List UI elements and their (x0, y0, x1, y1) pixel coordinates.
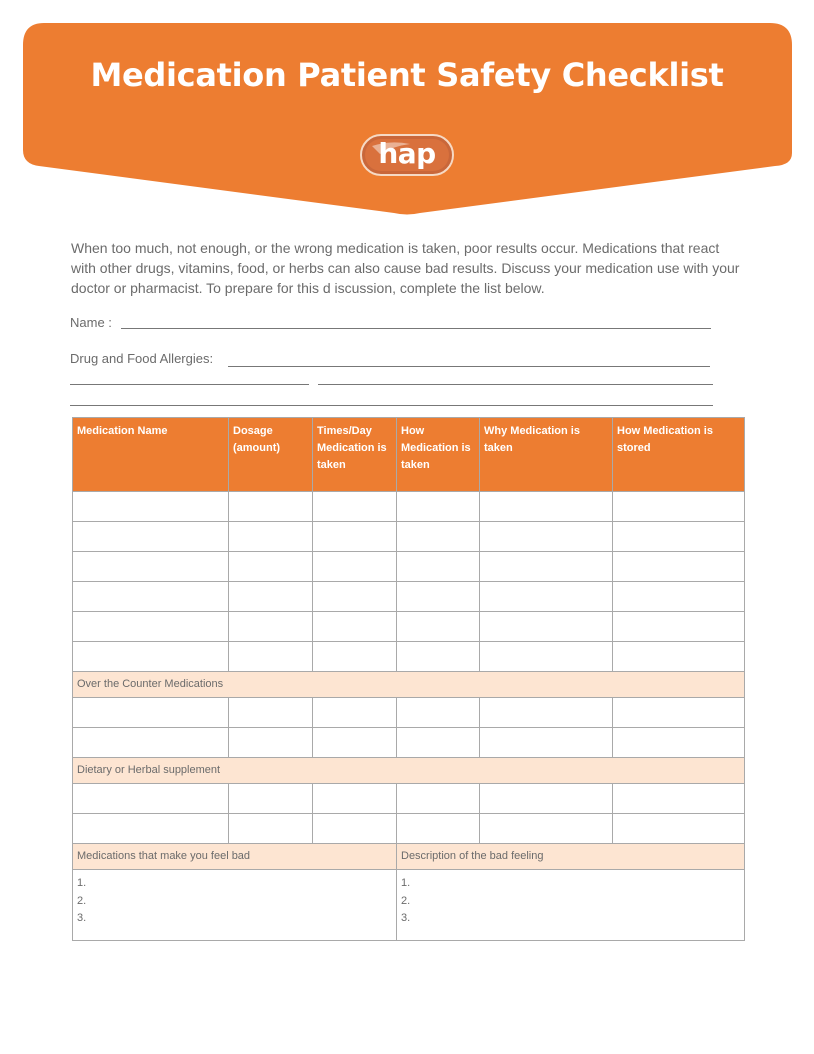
table-cell[interactable] (229, 492, 313, 522)
medication-table (72, 417, 745, 941)
bad-feeling-description-header: Description of the bad feeling (397, 844, 745, 870)
table-cell[interactable] (480, 612, 613, 642)
list-item: 3. (401, 912, 411, 924)
table-cell[interactable] (397, 582, 480, 612)
table-cell[interactable] (73, 698, 229, 728)
table-cell[interactable] (480, 522, 613, 552)
table-row (73, 728, 745, 758)
table-cell[interactable] (397, 552, 480, 582)
name-label: Name : (70, 315, 112, 330)
table-cell[interactable] (480, 642, 613, 672)
table-cell[interactable] (73, 582, 229, 612)
table-cell[interactable] (313, 784, 397, 814)
table-cell[interactable] (73, 492, 229, 522)
column-header: Medication Name (73, 418, 229, 492)
table-row (73, 552, 745, 582)
section-row-dietary (73, 758, 745, 784)
table-cell[interactable] (229, 784, 313, 814)
allergies-field[interactable] (228, 366, 710, 367)
column-header: Why Medication is taken (480, 418, 613, 492)
table-cell[interactable] (613, 552, 745, 582)
table-cell[interactable] (397, 784, 480, 814)
table-cell[interactable] (229, 552, 313, 582)
table-cell[interactable] (313, 612, 397, 642)
table-cell[interactable] (480, 784, 613, 814)
allergies-field-line-3[interactable] (70, 405, 713, 406)
header-banner (0, 0, 814, 230)
table-cell[interactable] (73, 612, 229, 642)
table-cell[interactable] (229, 522, 313, 552)
allergies-field-line-2a[interactable] (70, 384, 309, 385)
section-label-otc: Over the Counter Medications (73, 672, 745, 698)
table-cell[interactable] (613, 728, 745, 758)
table-cell[interactable] (229, 582, 313, 612)
table-cell[interactable] (229, 698, 313, 728)
table-cell[interactable] (397, 492, 480, 522)
table-cell[interactable] (73, 522, 229, 552)
list-item: 3. (77, 912, 87, 924)
bad-feeling-header-row (73, 844, 745, 870)
table-cell[interactable] (313, 728, 397, 758)
table-cell[interactable] (397, 814, 480, 844)
table-cell[interactable] (480, 814, 613, 844)
allergies-label: Drug and Food Allergies: (70, 351, 214, 366)
page-title: Medication Patient Safety Checklist (90, 56, 724, 94)
bad-medications-header: Medications that make you feel bad (73, 844, 397, 870)
column-header: How Medication is taken (397, 418, 480, 492)
section-row-otc (73, 672, 745, 698)
table-cell[interactable] (229, 814, 313, 844)
name-field[interactable] (121, 328, 711, 329)
table-cell[interactable] (613, 642, 745, 672)
bad-feeling-description-list[interactable] (397, 870, 745, 941)
table-cell[interactable] (480, 552, 613, 582)
list-item: 1. (401, 877, 411, 889)
table-cell[interactable] (480, 698, 613, 728)
table-cell[interactable] (397, 642, 480, 672)
table-cell[interactable] (73, 728, 229, 758)
hap-logo (360, 134, 454, 176)
table-cell[interactable] (313, 698, 397, 728)
table-cell[interactable] (313, 582, 397, 612)
list-item: 2. (77, 894, 87, 907)
table-cell[interactable] (73, 814, 229, 844)
table-cell[interactable] (73, 552, 229, 582)
table-cell[interactable] (480, 582, 613, 612)
table-cell[interactable] (397, 728, 480, 758)
table-header-row (73, 418, 745, 492)
bad-feeling-row (73, 870, 745, 941)
table-cell[interactable] (229, 642, 313, 672)
column-header: Times/Day Medication is taken (313, 418, 397, 492)
list-item: 2. (401, 894, 411, 907)
table-row (73, 492, 745, 522)
banner-shape (0, 0, 814, 230)
list-item: 1. (77, 877, 87, 889)
table-cell[interactable] (313, 522, 397, 552)
table-cell[interactable] (73, 784, 229, 814)
table-cell[interactable] (613, 612, 745, 642)
table-row (73, 582, 745, 612)
table-cell[interactable] (613, 492, 745, 522)
table-cell[interactable] (229, 612, 313, 642)
table-row (73, 612, 745, 642)
allergies-field-line-2b[interactable] (318, 384, 713, 385)
table-cell[interactable] (397, 522, 480, 552)
table-cell[interactable] (229, 728, 313, 758)
table-cell[interactable] (480, 728, 613, 758)
table-row (73, 698, 745, 728)
table-cell[interactable] (613, 522, 745, 552)
table-cell[interactable] (397, 698, 480, 728)
table-cell[interactable] (613, 698, 745, 728)
table-cell[interactable] (480, 492, 613, 522)
column-header: Dosage (amount) (229, 418, 313, 492)
table-row (73, 784, 745, 814)
table-cell[interactable] (613, 582, 745, 612)
table-row (73, 522, 745, 552)
table-row (73, 642, 745, 672)
section-label-dietary: Dietary or Herbal supplement (73, 758, 745, 784)
table-row (73, 814, 745, 844)
table-cell[interactable] (397, 612, 480, 642)
table-cell[interactable] (313, 814, 397, 844)
table-cell[interactable] (613, 814, 745, 844)
table-cell[interactable] (613, 784, 745, 814)
table-cell[interactable] (313, 552, 397, 582)
intro-paragraph: When too much, not enough, or the wrong medication is taken, poor results occur. Medications that react with other drugs, vitamins, food, or herbs can also cause bad results. Discuss your medication use with your doctor or pharmacist. To prepare for this d iscussion, complete the list below. (71, 240, 740, 296)
column-header: How Medication is stored (613, 418, 745, 492)
table-cell[interactable] (313, 642, 397, 672)
table-cell[interactable] (313, 492, 397, 522)
logo-text: hap (378, 137, 436, 170)
table-cell[interactable] (73, 642, 229, 672)
bad-medications-list[interactable] (73, 870, 397, 941)
